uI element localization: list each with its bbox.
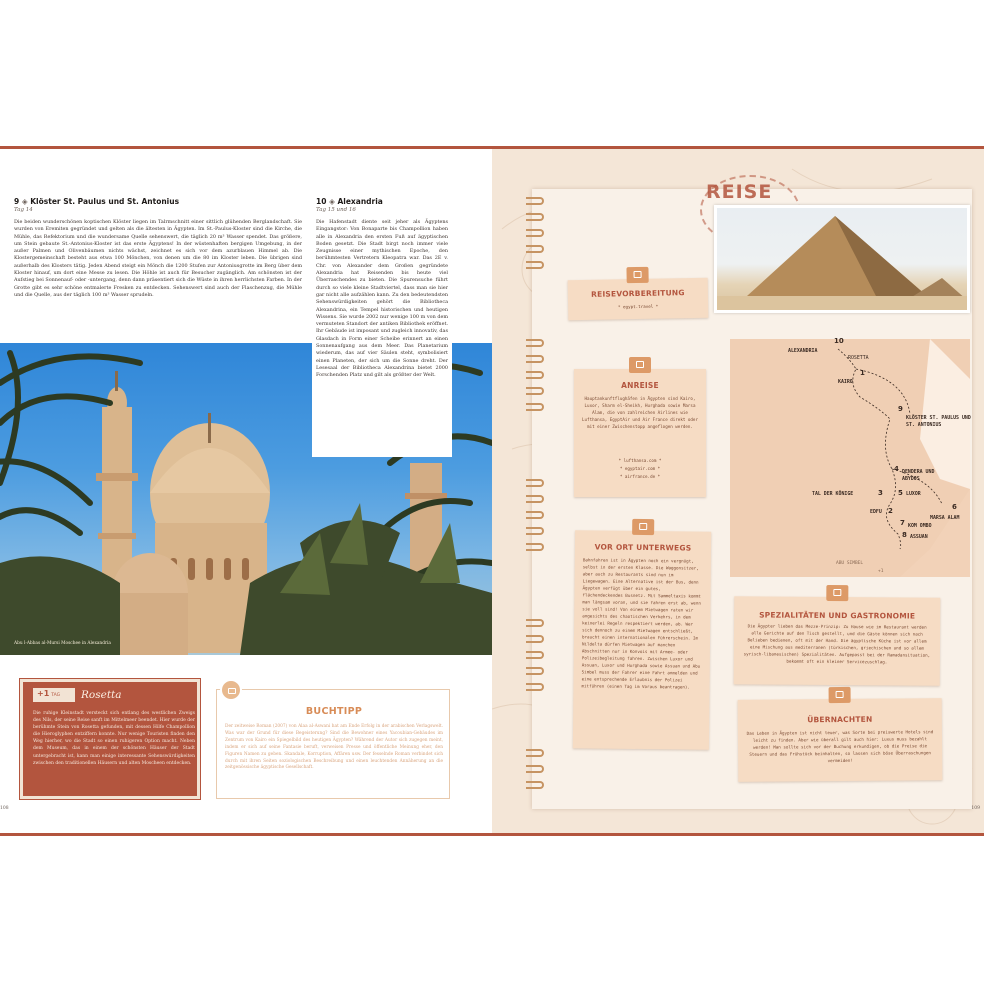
reisevorbereitung-title: REISEVORBEREITUNG — [591, 288, 685, 299]
map-num-10: 10 — [834, 337, 844, 345]
book-icon — [220, 679, 242, 701]
map-label-alexandria: ALEXANDRIA — [788, 348, 818, 354]
map-num-4: 4 — [894, 465, 899, 473]
map-label-kloester: KLÖSTER ST. PAULUS UND ST. ANTONIUS — [906, 415, 971, 428]
rosetta-title: Rosetta — [81, 689, 122, 701]
vor-ort-title: VOR ORT UNTERWEGS — [594, 542, 692, 553]
buchtipp-box — [216, 689, 450, 799]
map-label-kom-ombo: KOM OMBO — [908, 523, 932, 529]
diamond-icon: ◈ — [329, 197, 335, 206]
diamond-icon: ◈ — [21, 197, 28, 206]
map-num-1: 1 — [860, 369, 865, 377]
bed-icon — [829, 687, 851, 703]
plus-one-tag — [33, 688, 75, 702]
map-label-kairo: KAIRO — [838, 379, 853, 385]
spezialitaeten-text: Die Ägypter lieben das Mezze-Prinzip: Zu Hause wie im Restaurant werden alle Gerichte auf den Tisch gestellt, und die Gäste können sich nach Belieben bedienen, oft mit der Hand. Die ägyptische Küche ist vor allem eine Mischung aus mediterranen (türkischen, griechischen und so allem syrisch-libanesischen) Spezialitäten. Aufgepasst bei der Ramadansituation, bekommt oft ein kleiner Servicezuschlag. — [743, 623, 931, 665]
bus-icon — [632, 519, 654, 535]
map-label-dendera: DENDERA UND ABYDOS — [902, 469, 935, 482]
tag-number: +1 — [37, 689, 50, 698]
rosetta-text: Die ruhige Kleinstadt versteckt sich entlang des westlichen Zweigs des Nils, der seine Reise sanft im Mittelmeer beendet. Hier wurde der berühmte Stein von Rosetta gefunden, mit dessen Hilfe Champollion die Hieroglyphen entziffern konnte. Nur wenige Touristen finden den Weg hierher, wo die Stadt so einen ruhigeren Option macht. Neben dem Museum, das in einem der schönsten Häuser der Stadt untergebracht ist, kann man einige interessante Sehenswürdigkeiten zwischen den traditionellen Häusern und alten Moscheen entdecken. — [33, 711, 195, 766]
kloster-heading — [14, 197, 179, 206]
uebernachten-title: ÜBERNACHTEN — [807, 714, 873, 725]
alexandria-day: Tag 15 und 16 — [316, 207, 356, 213]
book-spread — [0, 146, 984, 836]
map-num-2: 2 — [888, 507, 893, 515]
uebernachten-text: Das Leben in Ägypten ist nicht teuer, was Sorte bei preiswerte Hotels sind leicht zu finden. Aber wie überall gilt auch hier: Luxus muss bezahlt werden! Man sollte sich vor der Buchung erkundigen, ob die Preise die Steuern und das Frühstück beinhalten, so lassen sich böse Überraschungen vermeiden! — [746, 729, 934, 764]
kloster-number: 9 — [14, 197, 20, 206]
alexandria-number: 10 — [316, 197, 327, 206]
right-page — [492, 149, 984, 833]
pyramid-photo — [714, 205, 970, 313]
map-num-6: 6 — [952, 503, 957, 511]
alexandria-text: Die Hafenstadt diente seit jeher als Ägyptens Eingangstor: Von Bonaparte bis Champollion haben alle in Alexandria den ersten Fuß auf ägyptischen Boden gesetzt. Die Stadt birgt noch immer viele Zeugnisse einer mythischen Epoche, den berühmtesten Vertretern Kleopatra war. Das 2E v. Chr. von Alexander dem Großen gegründete Alexandria hat Reisenden bis heute viel Überraschendes zu bieten. Die Spurensuche führt durch so viele kleine Stadtviertel, dass man sie hier gar nicht alle aufzählen kann. Zu den bedeutendsten Sehenswürdigkeiten gehört die Bibliotheca Alexandrina, ein Tempel historischen und heutigen Wissens. Sie wurde 2002 nur wenige 100 m von dem vermuteten Standort der antiken Bibliothek eröffnet. Ihr Gebäude ist imposant und zugleich innovativ, das Glasdach in Form einer Scheibe erinnert an einen Sonnenaufgang aus dem Meer. Das Planetarium wiederum, das auf vier Säulen steht, symbolisiert einen Planeten, der sich um die Sonne dreht. Der Lesesaal der Bibliotheca Alexandrina bietet 2000 Forschenden Platz und gilt als größter der Welt. — [316, 219, 448, 379]
alexandria-title: Alexandria — [337, 197, 383, 206]
vor-ort-note — [573, 530, 711, 749]
page-number-right: 109 — [971, 806, 980, 811]
map-label-luxor: LUXOR — [906, 491, 921, 497]
map-label-assuan: ASSUAN — [910, 534, 928, 540]
map-label-rosetta: ROSETTA — [848, 355, 869, 361]
buchtipp-title: BUCHTIPP — [305, 706, 363, 717]
page-number-left: 108 — [0, 806, 9, 811]
map-num-7: 7 — [900, 519, 905, 527]
kloster-title: Klöster St. Paulus und St. Antonius — [30, 197, 180, 206]
anreise-link-3[interactable]: * airfrance.de * — [619, 474, 661, 479]
anreise-link-1[interactable]: * lufthansa.com * — [618, 458, 662, 463]
left-page — [0, 149, 492, 833]
vor-ort-text: Bahnfahren ist in Ägypten noch ein vergnügt, selbst in der ersten Klasse. Die Waggonsitzer, aber auch zu Restaurants sind nun im Liegewagen. Eine Alternative ist der Bus, denn Ägypten verfügt über ein gutes, flächendeckendes Busnetz. Mit Sammeltaxis kommt man längsam voran, und sie fahren erst ab, wenn sie voll sind! Von einem Mietwagen raten wir angesichts des chaotischen Verkehrs, in dem keinerlei Regeln respektiert werden, ab. Wer sich dennoch zu einem Mietwagen entschließt, braucht einen internationalen Führerschein. Im Nildelta dürfen Mietwagen auf manchen Abschnitten nur in Konvois mit Armee- oder Polizeibegleitung fahren. Zwischen Luxor und Assuan, Luxor und Hurghada sowie Assuan und Abu Simbel muss der Fahrer eine Fahrt anmelden und eine entsprechende Erlaubnis der Polizei mitführen (einen Tag im Voraus beantragen). — [581, 557, 701, 690]
map-label-abu-simbel: ABU SIMBEL — [836, 561, 864, 566]
reisevorbereitung-note — [568, 278, 709, 320]
alexandria-box — [312, 187, 452, 457]
anreise-link-2[interactable]: * egyptair.com * — [619, 466, 661, 471]
tag-label: TAG — [51, 693, 61, 698]
kloster-text: Die beiden wunderschönen koptischen Klöster liegen im Talrmschnitt einer sittlich glühenden Berglandschaft. Sie wurden von Eremiten gegründet und gelten als die ältesten in Ägypten. Im St.-Paulus-Kloster sind die Kirche, die Mühle, das Refektorium und die wundersame Quelle sehenswert, die täglich 20 m³ Wasser spendet. Das größere, um Stein gebaute St.-Antonius-Kloster ist das erste Ägyptens! In der wüstenhaften bergigen Umgebung, in der außer Palmen und Olivenbäumen nichts wächst, zeichnet es sich vor dem azurblauen Himmel ab. Die Klostergemeinschaft besteht aus etwa 100 Mönchen, von denen um die 80 im Kloster leben. Die übrigen sind außerhalb des Klosters tätig. Jeden Abend steigt ein Mönch die 1200 Stufen zur Antoniusgrotte im Berg über dem Kloster hinauf, um dort eine Messe zu lesen. Die Höhle ist auch für Besucher zugänglich. Am schönsten ist der Aufstieg bei Sonnenauf- oder -untergang, denn dann präsentiert sich die Wüste in ihren herrlichsten Farben. In der Grotte gibt es sehr schöne entmalerte Fresken zu entdecken. Sehenswert sind auch der Flaschenzug, die Mühle und die Quelle, aus der täglich 100 m³ Wasser sprudeln. — [14, 219, 302, 298]
anreise-note — [574, 369, 706, 497]
anreise-title: ANREISE — [621, 381, 659, 390]
anreise-text: Hauptankunftflughäfen in Ägypten sind Kairo, Luxor, Sharm el-Sheikh, Hurghada sowie Marsa Alam, die von zahlreichen Airlines wie Lufthansa, EgyptAir und Air France direkt oder mit einer Zwischenstopp angeflogen werden. — [582, 396, 698, 429]
pyramid-illustration — [717, 208, 967, 310]
stamp-line1: REISE — [706, 181, 773, 203]
map-num-8: 8 — [902, 531, 907, 539]
map-faint-note: +1 — [878, 569, 884, 574]
map-num-3: 3 — [878, 489, 883, 497]
spezialitaeten-title: SPEZIALITÄTEN UND GASTRONOMIE — [759, 610, 916, 621]
route-map — [730, 339, 970, 577]
plane-icon — [629, 357, 651, 373]
map-num-9: 9 — [898, 405, 903, 413]
map-label-tal: TAL DER KÖNIGE — [812, 491, 854, 497]
egypt-map — [730, 339, 970, 577]
buchtipp-text: Der zeitweise Roman (2007) von Alaa al-Aswani hat am Ende Erfolg in der arabischen Verlagswelt. Was war der Grund für diese Begeisterung? Sind die Bewohner eines Yacoubian-Gebäudes im Zentrum von Kairo ein Spiegelbild des heutigen Ägypten? Während der Autor sich zugegen meint, indem er sich auf seine Fantasie beruft, verweisen Presse und öffentliche Meinung eher, den Figuren Namen zu geben. Skandale, Korruption, Affären usw. Der fesselnde Roman verbindet sich durch mit ihren Seiten soziologischen Beschreibung und einen leuchtenden Annäherung an die zeitgenössische ägyptische Gesellschaft. — [225, 724, 443, 771]
map-label-marsa-alam: MARSA ALAM — [930, 515, 960, 521]
map-num-5: 5 — [898, 489, 903, 497]
reisevorbereitung-link: * egypt.travel * — [617, 303, 659, 310]
uebernachten-note — [738, 698, 943, 782]
alexandria-heading — [316, 197, 383, 206]
pen-icon — [626, 267, 648, 283]
kloster-day: Tag 14 — [14, 207, 33, 213]
pot-icon — [826, 585, 848, 601]
photo-caption: Abu l-Abbas al-Mursi Moschee in Alexandria — [14, 641, 111, 646]
map-label-edfu: EDFU — [870, 509, 882, 515]
rosetta-box — [20, 679, 200, 799]
spezialitaeten-note — [734, 596, 941, 685]
